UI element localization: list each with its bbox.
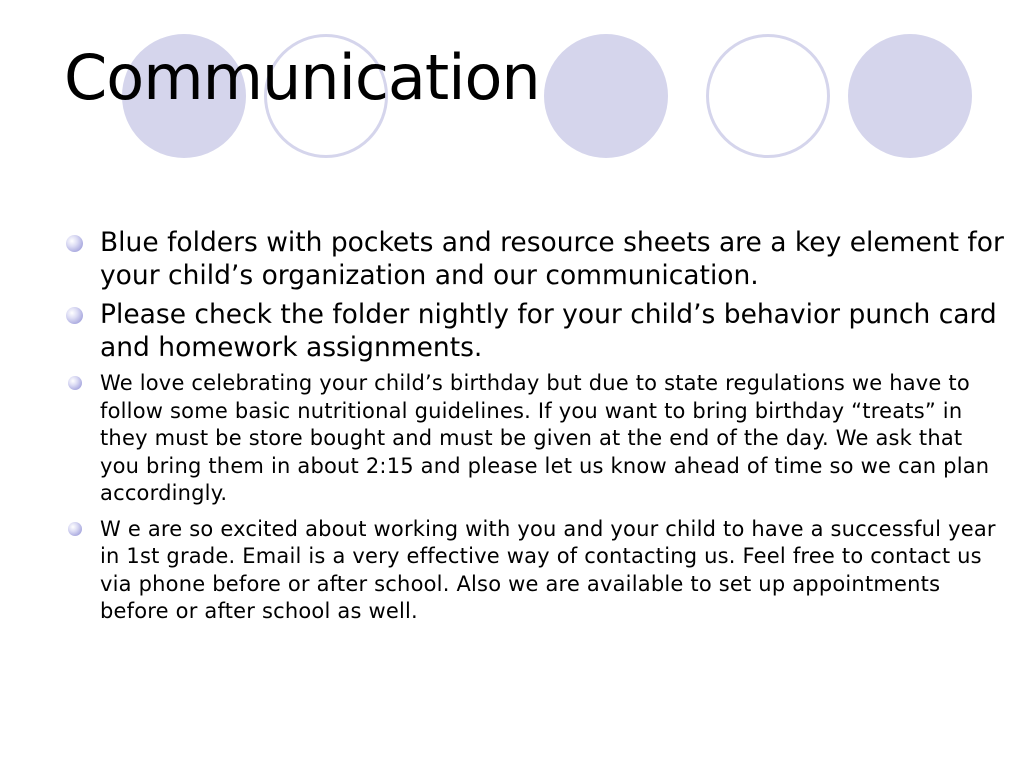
bullet-list bbox=[64, 226, 1004, 634]
bullet-text: Please check the folder nightly for your child’s behavior punch card and homework assignments. bbox=[100, 299, 997, 363]
decorative-circle bbox=[706, 34, 830, 158]
bullet-icon bbox=[66, 307, 83, 324]
bullet-icon bbox=[68, 376, 82, 390]
bullet-item bbox=[64, 516, 1004, 626]
decorative-circle bbox=[544, 34, 668, 158]
bullet-icon bbox=[68, 522, 82, 536]
bullet-item bbox=[64, 226, 1004, 292]
bullet-item bbox=[64, 370, 1004, 508]
bullet-icon bbox=[66, 235, 83, 252]
bullet-text: Blue folders with pockets and resource sheets are a key element for your child’s organization and our communication. bbox=[100, 227, 1004, 291]
bullet-text: W e are so excited about working with you and your child to have a successful year in 1st grade. Email is a very effective way of contacting us. Feel free to contact us via phone before or after school. Also we are available to set up appointments before or after school as well. bbox=[100, 516, 996, 623]
bullet-text: We love celebrating your child’s birthday but due to state regulations we have to follow some basic nutritional guidelines. If you want to bring birthday “treats” in they must be store bought and must be given at the end of the day. We ask that you bring them in about 2:15 and please let us know ahead of time so we can plan accordingly. bbox=[100, 371, 990, 505]
slide-title: Communication bbox=[64, 41, 540, 114]
decorative-circle bbox=[848, 34, 972, 158]
bullet-item bbox=[64, 298, 1004, 364]
